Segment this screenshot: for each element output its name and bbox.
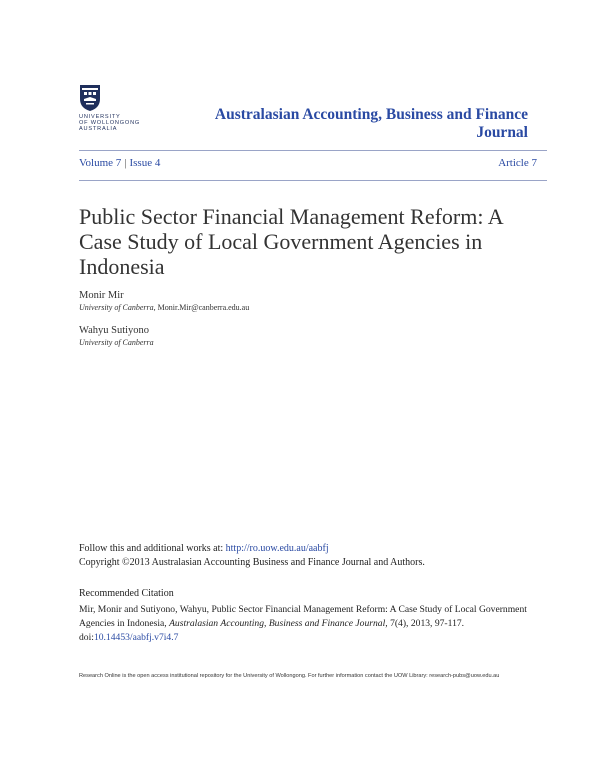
author-block — [79, 290, 249, 312]
follow-label: Follow this and additional works at: — [79, 543, 226, 554]
issue-link[interactable]: Issue 4 — [129, 157, 161, 169]
author-affiliation: University of Canberra — [79, 338, 154, 347]
citation-text — [79, 603, 529, 645]
university-logo — [79, 84, 145, 132]
citation-details: 7(4), 2013, 97-117. doi: — [79, 618, 465, 643]
logo-wordmark — [79, 114, 145, 132]
header-divider — [79, 150, 547, 151]
logo-line: AUSTRALIA — [79, 126, 118, 132]
follow-line — [79, 543, 329, 554]
author-affiliation — [79, 303, 249, 312]
affiliation-text: University of Canberra — [79, 303, 154, 312]
citation-heading: Recommended Citation — [79, 588, 174, 599]
journal-title[interactable]: Australasian Accounting, Business and Finance Journal — [214, 106, 528, 141]
logo-line: UNIVERSITY — [79, 114, 121, 120]
citation-journal: Australasian Accounting, Business and Finance Journal, — [169, 618, 388, 629]
citation-authors: Mir, Monir and Sutiyono, Wahyu, Public Sector Financial Management Reform: A Case Study of Local Government Agencies in Indonesia, — [79, 604, 527, 629]
volume-issue-separator: | — [124, 157, 127, 169]
copyright-notice: Copyright ©2013 Australasian Accounting Business and Finance Journal and Authors. — [79, 557, 425, 568]
author-email[interactable]: , Monir.Mir@canberra.edu.au — [153, 303, 250, 312]
volume-link[interactable]: Volume 7 — [79, 157, 122, 169]
author-name: Wahyu Sutiyono — [79, 325, 150, 336]
article-number: Article 7 — [498, 157, 537, 169]
volume-issue — [79, 157, 160, 169]
logo-line: OF WOLLONGONG — [79, 120, 141, 126]
follow-link[interactable]: http://ro.uow.edu.au/aabfj — [225, 543, 329, 554]
author-name: Monir Mir — [79, 290, 124, 301]
header-divider — [79, 180, 547, 181]
author-block — [79, 325, 154, 347]
doi-link[interactable]: 10.14453/aabfj.v7i4.7 — [93, 632, 179, 643]
paper-title: Public Sector Financial Management Reform: A Case Study of Local Government Agencies in Indonesia — [79, 204, 503, 279]
crest-icon — [79, 84, 101, 112]
repository-footer: Research Online is the open access institutional repository for the University of Wollongong. For further information contact the UOW Library: research-pubs@uow.edu.au — [79, 673, 500, 679]
